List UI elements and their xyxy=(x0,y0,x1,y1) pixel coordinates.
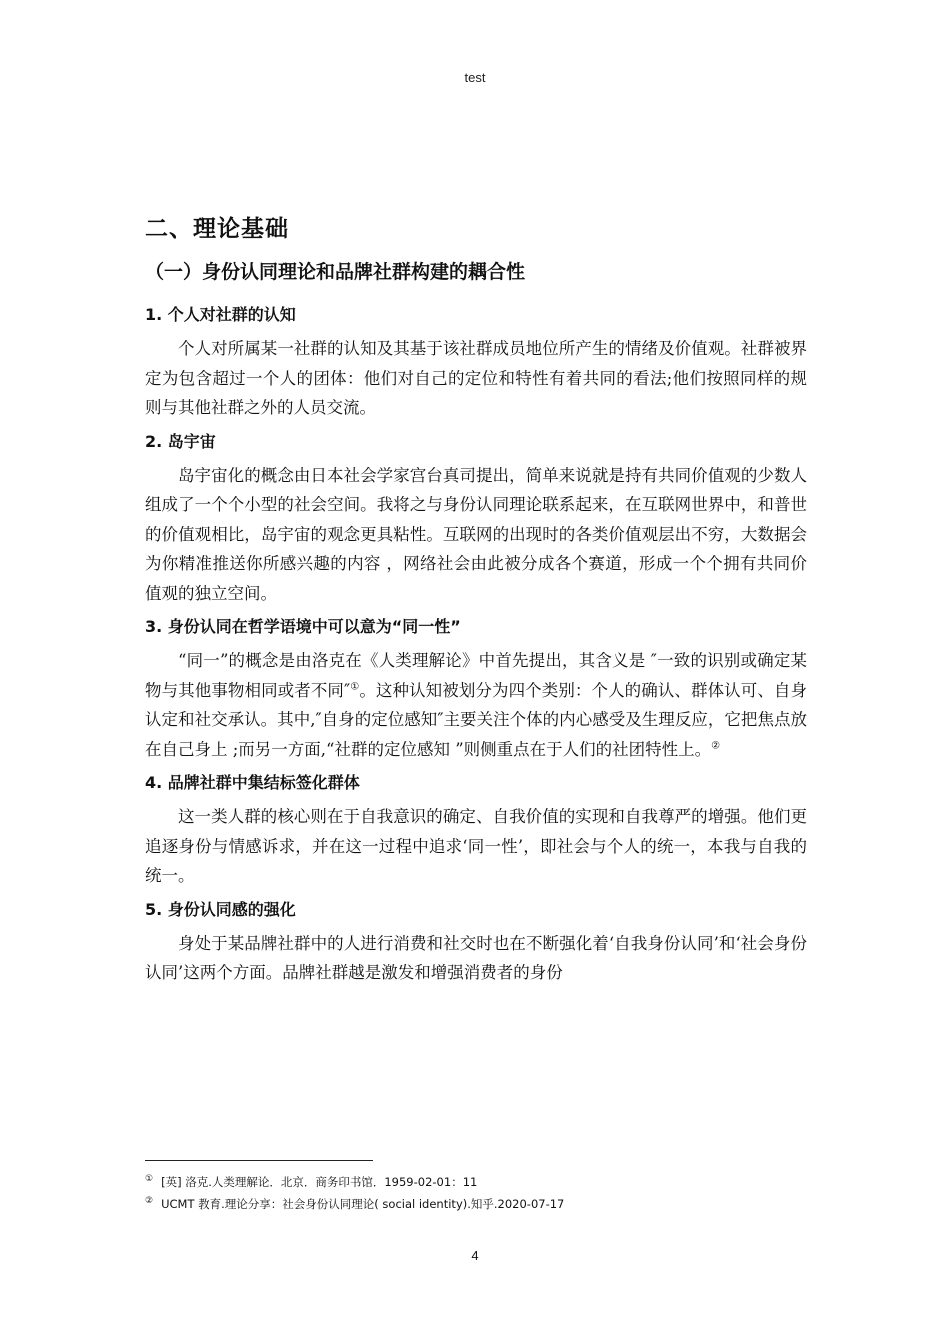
paragraph-3 xyxy=(145,646,807,764)
paragraph-1: 个人对所属某一社群的认知及其基于该社群成员地位所产生的情绪及价值观。社群被界定为包含超过一个人的团体：他们对自己的定位和特性有着共同的看法;他们按照同样的规则与其他社群之外的人员交流。 xyxy=(145,339,807,417)
page-header: test xyxy=(464,70,486,85)
subsection-title-3: 3. 身份认同在哲学语境中可以意为“同一性” xyxy=(145,617,461,636)
footnote-ref-1[interactable]: ① xyxy=(350,681,360,692)
footnotes xyxy=(145,1171,807,1215)
paragraph-4: 这一类人群的核心则在于自我意识的确定、自我价值的实现和自我尊严的增强。他们更追逐身份与情感诉求，并在这一过程中追求‘同一性’，即社会与个人的统一，本我与自我的统一。 xyxy=(145,807,807,885)
footnote-1 xyxy=(145,1171,807,1193)
paragraph-5: 身处于某品牌社群中的人进行消费和社交时也在不断强化着‘自我身份认同’和‘社会身份认同’这两个方面。品牌社群越是激发和增强消费者的身份 xyxy=(145,933,807,982)
footnote-ref-2[interactable]: ② xyxy=(711,740,721,751)
subsection-title-1: 1. 个人对社群的认知 xyxy=(145,305,296,324)
page-number: 4 xyxy=(471,1248,479,1263)
paragraph-2: 岛宇宙化的概念由日本社会学家宫台真司提出，简单来说就是持有共同价值观的少数人组成了一个个小型的社会空间。我将之与身份认同理论联系起来，在互联网世界中，和普世的价值观相比，岛宇宙的观念更具粘性。互联网的出现时的各类价值观层出不穷，大数据会为你精准推送你所感兴趣的内容 ，网络社会由此被分成各个赛道，形成一个个拥有共同价值观的独立空间。 xyxy=(145,465,807,603)
subsection-title-5: 5. 身份认同感的强化 xyxy=(145,899,296,919)
main-content xyxy=(145,212,807,994)
footnote-2-mark: ② xyxy=(145,1196,154,1207)
subsection-title-4: 4. 品牌社群中集结标签化群体 xyxy=(145,773,360,792)
footnote-1-text: [英] 洛克.人类理解论．北京．商务印书馆．1959-02-01：11 xyxy=(161,1175,478,1189)
chapter-title: 二、理论基础 xyxy=(145,216,289,242)
paragraph-3-part-2: 。这种认知被划分为四个类别：个人的确认、群体认可、自身认定和社交承认。其中,″自身的定位感知″主要关注个体的内心感受及生理反应，它把焦点放在自己身上 ;而另一方面,“社群的定位感知 ”则侧重点在于人们的社团特性上。 xyxy=(145,680,807,759)
section-title: （一）身份认同理论和品牌社群构建的耦合性 xyxy=(145,261,526,283)
footnote-separator xyxy=(145,1160,373,1161)
footnote-2 xyxy=(145,1193,807,1215)
subsection-title-2: 2. 岛宇宙 xyxy=(145,431,216,451)
footnote-2-text: UCMT 教育.理论分享：社会身份认同理论( social identity).知乎.2020-07-17 xyxy=(161,1197,565,1211)
paragraph-3-part-1: “同一”的概念是由洛克在《人类理解论》中首先提出，其含义是 ″一致的识别或确定某物与其他事物相同或者不同″ xyxy=(145,651,807,700)
footnote-1-mark: ① xyxy=(145,1174,154,1185)
